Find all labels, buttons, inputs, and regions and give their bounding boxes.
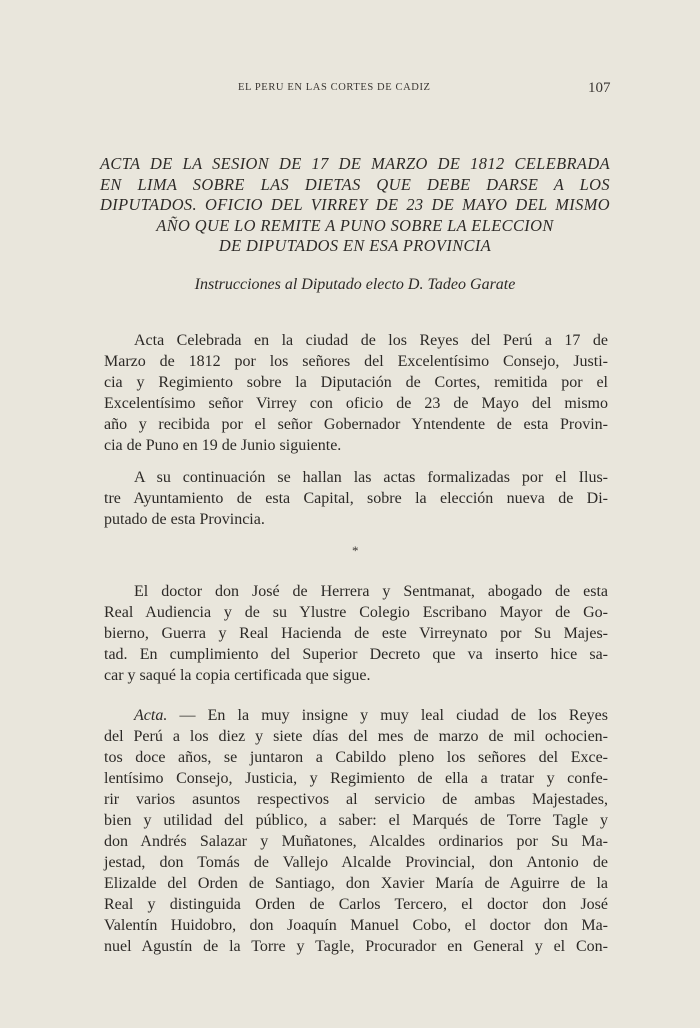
text-line: año y recibida por el señor Gobernador Yntendente de esta Provin- (104, 416, 608, 433)
text-line: nuel Agustín de la Torre y Tagle, Procurador en General y el Con- (104, 938, 608, 955)
text-line: Valentín Huidobro, don Joaquín Manuel Cobo, el doctor don Ma- (104, 917, 608, 934)
text-line: car y saqué la copia certificada que sigue. (104, 667, 371, 684)
text-line: El doctor don José de Herrera y Sentmanat, abogado de esta (134, 583, 608, 600)
text-line: tre Ayuntamiento de esta Capital, sobre la elección nueva de Di- (104, 490, 608, 507)
text-line: putado de esta Provincia. (104, 511, 265, 528)
text-line: Acta Celebrada en la ciudad de los Reyes del Perú a 17 de (134, 332, 608, 349)
text-line: tad. En cumplimiento del Superior Decreto que va inserto hice sa- (104, 646, 608, 663)
paragraph-continuacion (104, 467, 608, 530)
page-number: 107 (588, 80, 611, 96)
title-line: EN LIMA SOBRE LAS DIETAS QUE DEBE DARSE A LOS (100, 174, 610, 194)
running-head: EL PERU EN LAS CORTES DE CADIZ (238, 82, 431, 93)
text-line: lentísimo Consejo, Justicia, y Regimiento de ella a tratar y confe- (104, 770, 608, 787)
acta-first-line: — En la muy insigne y muy leal ciudad de los Reyes (167, 707, 608, 724)
text-line: bierno, Guerra y Real Hacienda de este Virreynato por Su Majes- (104, 625, 608, 642)
acta-label: Acta. (134, 707, 168, 724)
title-line: ACTA DE LA SESION DE 17 DE MARZO DE 1812 CELEBRADA (100, 154, 610, 173)
text-line: Elizalde del Orden de Santiago, don Xavier María de Aguirre de la (104, 875, 608, 892)
text-line: Real y distinguida Orden de Carlos Tercero, el doctor don José (104, 896, 608, 913)
text-line: Excelentísimo señor Virrey con oficio de 23 de Mayo del mismo (104, 395, 608, 412)
document-title (100, 154, 610, 257)
text-line: A su continuación se hallan las actas formalizadas por el Ilus- (134, 469, 608, 486)
text-line: bien y utilidad del público, a saber: el Marqués de Torre Tagle y (104, 812, 608, 829)
text-line: cia y Regimiento sobre la Diputación de Cortes, remitida por el (104, 374, 608, 391)
text-line: tos doce años, se juntaron a Cabildo pleno los señores del Exce- (104, 749, 608, 766)
text-line: rir varios asuntos respectivos al servicio de ambas Majestades, (104, 791, 608, 808)
section-separator: * (352, 543, 359, 558)
text-line: don Andrés Salazar y Muñatones, Alcaldes ordinarios por Su Ma- (104, 833, 608, 850)
paragraph-acta-celebrada (104, 330, 608, 456)
title-line: DIPUTADOS. OFICIO DEL VIRREY DE 23 DE MAYO DEL MISMO (100, 195, 610, 214)
text-line: cia de Puno en 19 de Junio siguiente. (104, 437, 342, 454)
text-line: Real Audiencia y de su Ylustre Colegio Escribano Mayor de Go- (104, 604, 608, 621)
paragraph-herrera (104, 581, 608, 686)
title-line: DE DIPUTADOS EN ESA PROVINCIA (218, 236, 492, 255)
text-line (104, 705, 608, 726)
text-line: del Perú a los diez y siete días del mes de marzo de mil ochocien- (104, 728, 608, 745)
document-subtitle: Instrucciones al Diputado electo D. Tadeo Garate (194, 276, 516, 293)
title-line: AÑO QUE LO REMITE A PUNO SOBRE LA ELECCION (156, 215, 554, 235)
text-line: Marzo de 1812 por los señores del Excelentísimo Consejo, Justi- (104, 353, 608, 370)
paragraph-acta (104, 705, 608, 957)
text-line: jestad, don Tomás de Vallejo Alcalde Provincial, don Antonio de (104, 854, 608, 871)
